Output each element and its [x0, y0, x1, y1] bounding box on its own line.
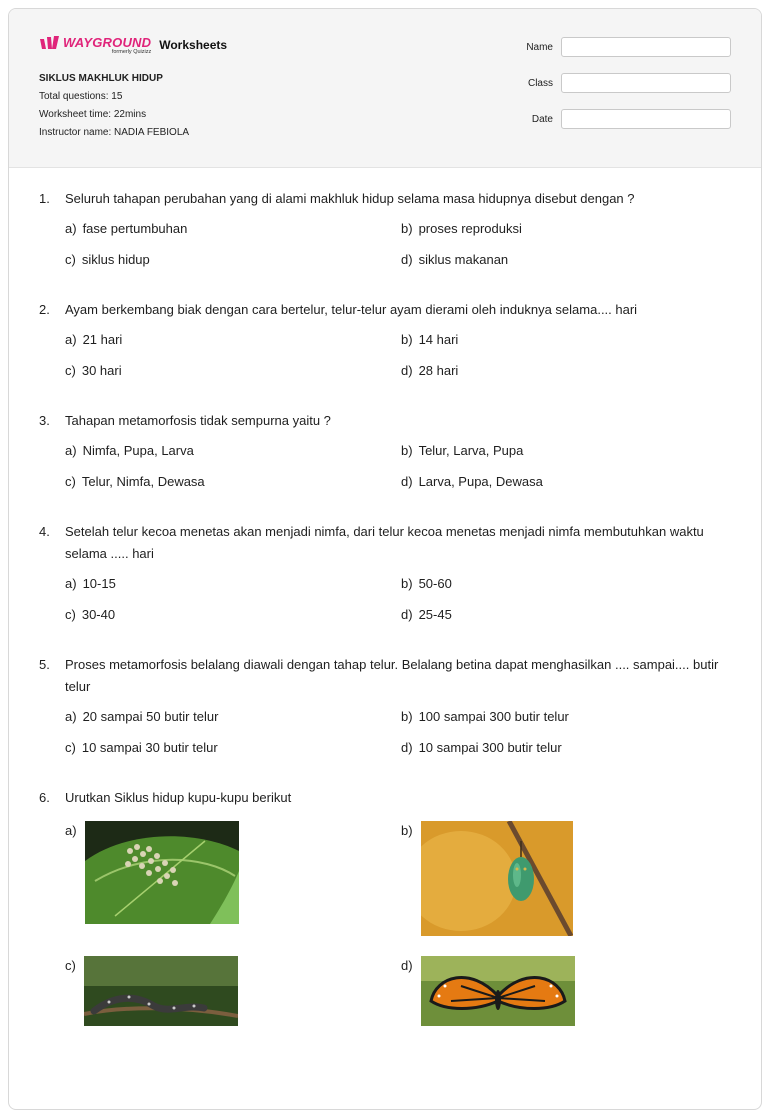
option-letter: d): [401, 958, 413, 973]
question-text: Seluruh tahapan perubahan yang di alami makhluk hidup selama masa hidupnya disebut dengan ?: [65, 191, 635, 206]
worksheet-time: Worksheet time: 22mins: [39, 109, 147, 120]
answer-option[interactable]: [65, 737, 401, 759]
option-letter: d): [401, 607, 413, 622]
option-text: siklus hidup: [81, 252, 150, 267]
question-text: Ayam berkembang biak dengan cara bertelur, telur-telur ayam dierami oleh induknya selama.... hari: [65, 302, 638, 317]
date-label: Date: [531, 113, 553, 125]
option-letter: c): [65, 958, 76, 973]
question: [39, 787, 731, 1026]
option-text: 21 hari: [82, 332, 123, 347]
date-input[interactable]: [561, 109, 731, 129]
option-text: 10-15: [82, 576, 116, 591]
worksheet-header: [9, 9, 761, 168]
answer-option[interactable]: [401, 737, 731, 759]
student-fields: [526, 37, 731, 145]
worksheet-title: SIKLUS MAKHLUK HIDUP: [39, 73, 163, 84]
option-text: 30 hari: [81, 363, 122, 378]
option-letter: a): [65, 823, 77, 838]
question-number: 6.: [39, 790, 50, 805]
answer-option[interactable]: [401, 249, 731, 271]
question-text: Setelah telur kecoa menetas akan menjadi nimfa, dari telur kecoa menetas menjadi nimfa membutuhkan waktu selama ..... hari: [65, 524, 704, 561]
option-text: 10 sampai 300 butir telur: [418, 740, 562, 755]
option-letter: d): [401, 474, 413, 489]
answer-option[interactable]: [65, 440, 401, 462]
option-letter: c): [65, 607, 76, 622]
option-text: 30-40: [81, 607, 116, 622]
brand-title: Worksheets: [159, 38, 228, 52]
option-letter: b): [401, 332, 413, 347]
date-row: [526, 109, 731, 129]
brand: [39, 35, 227, 55]
answer-option[interactable]: [65, 573, 401, 595]
answer-option[interactable]: [401, 440, 731, 462]
logo-text: WAYGROUND: [63, 35, 152, 50]
option-letter: a): [65, 576, 77, 591]
butterfly-eggs-on-leaf-image: [85, 821, 239, 924]
option-letter: b): [401, 576, 413, 591]
option-text: 50-60: [418, 576, 452, 591]
option-text: 10 sampai 30 butir telur: [81, 740, 218, 755]
option-letter: c): [65, 363, 76, 378]
option-letter: a): [65, 332, 77, 347]
option-text: fase pertumbuhan: [82, 221, 188, 236]
total-questions: Total questions: 15: [39, 91, 123, 102]
answer-options: [65, 440, 731, 493]
name-row: [526, 37, 731, 57]
option-letter: b): [401, 709, 413, 724]
answer-option[interactable]: [65, 218, 401, 240]
name-input[interactable]: [561, 37, 731, 57]
option-text: 25-45: [418, 607, 452, 622]
option-letter: c): [65, 252, 76, 267]
option-text: 100 sampai 300 butir telur: [418, 709, 569, 724]
question-number: 4.: [39, 524, 50, 539]
answer-option[interactable]: [65, 360, 401, 382]
option-letter: d): [401, 363, 413, 378]
answer-option[interactable]: [401, 471, 731, 493]
answer-option[interactable]: [401, 573, 731, 595]
image-option[interactable]: [65, 821, 401, 936]
option-text: Larva, Pupa, Dewasa: [418, 474, 543, 489]
option-text: 28 hari: [418, 363, 459, 378]
option-text: Telur, Larva, Pupa: [418, 443, 524, 458]
class-input[interactable]: [561, 73, 731, 93]
worksheet-meta: [39, 73, 189, 145]
question: [39, 299, 731, 382]
name-label: Name: [526, 41, 553, 53]
option-text: 20 sampai 50 butir telur: [82, 709, 219, 724]
question-list: [9, 168, 761, 1026]
answer-option[interactable]: [65, 329, 401, 351]
question-text: Proses metamorfosis belalang diawali dengan tahap telur. Belalang betina dapat menghasilkan .... sampai.... butir telur: [65, 657, 719, 694]
question-number: 1.: [39, 191, 50, 206]
monarch-butterfly-image: [421, 956, 575, 1026]
option-text: Nimfa, Pupa, Larva: [82, 443, 194, 458]
question-text: Tahapan metamorfosis tidak sempurna yaitu ?: [65, 413, 331, 428]
answer-option[interactable]: [401, 604, 731, 626]
answer-options: [65, 706, 731, 759]
wayground-logo: [39, 35, 151, 55]
answer-option[interactable]: [65, 249, 401, 271]
option-text: proses reproduksi: [418, 221, 522, 236]
option-text: 14 hari: [418, 332, 459, 347]
worksheet-page: [8, 8, 762, 1110]
option-letter: d): [401, 252, 413, 267]
option-letter: a): [65, 221, 77, 236]
caterpillar-on-branch-image: [84, 956, 238, 1026]
question: [39, 654, 731, 759]
answer-options: [65, 573, 731, 626]
answer-options: [65, 218, 731, 271]
option-text: siklus makanan: [418, 252, 509, 267]
answer-option[interactable]: [65, 706, 401, 728]
option-letter: a): [65, 443, 77, 458]
question: [39, 521, 731, 626]
wayground-logo-icon: [39, 36, 61, 50]
class-row: [526, 73, 731, 93]
question-text: Urutkan Siklus hidup kupu-kupu berikut: [65, 790, 292, 805]
class-label: Class: [527, 77, 553, 89]
image-option[interactable]: [401, 956, 731, 1026]
image-option[interactable]: [401, 821, 731, 936]
logo-subtitle: formerly Quizizz: [111, 49, 152, 55]
answer-option[interactable]: [401, 329, 731, 351]
question-number: 5.: [39, 657, 50, 672]
option-text: Telur, Nimfa, Dewasa: [81, 474, 205, 489]
answer-option[interactable]: [401, 706, 731, 728]
option-letter: b): [401, 443, 413, 458]
option-letter: b): [401, 823, 413, 838]
question: [39, 188, 731, 271]
chrysalis-on-twig-image: [421, 821, 573, 936]
option-letter: c): [65, 740, 76, 755]
image-option[interactable]: [65, 956, 401, 1026]
answer-option[interactable]: [401, 218, 731, 240]
answer-option[interactable]: [65, 471, 401, 493]
instructor-name: Instructor name: NADIA FEBIOLA: [39, 127, 190, 138]
option-letter: b): [401, 221, 413, 236]
image-answer-options: [65, 821, 731, 1026]
answer-option[interactable]: [65, 604, 401, 626]
option-letter: a): [65, 709, 77, 724]
answer-option[interactable]: [401, 360, 731, 382]
answer-options: [65, 329, 731, 382]
option-letter: d): [401, 740, 413, 755]
question: [39, 410, 731, 493]
question-number: 2.: [39, 302, 50, 317]
question-number: 3.: [39, 413, 50, 428]
option-letter: c): [65, 474, 76, 489]
